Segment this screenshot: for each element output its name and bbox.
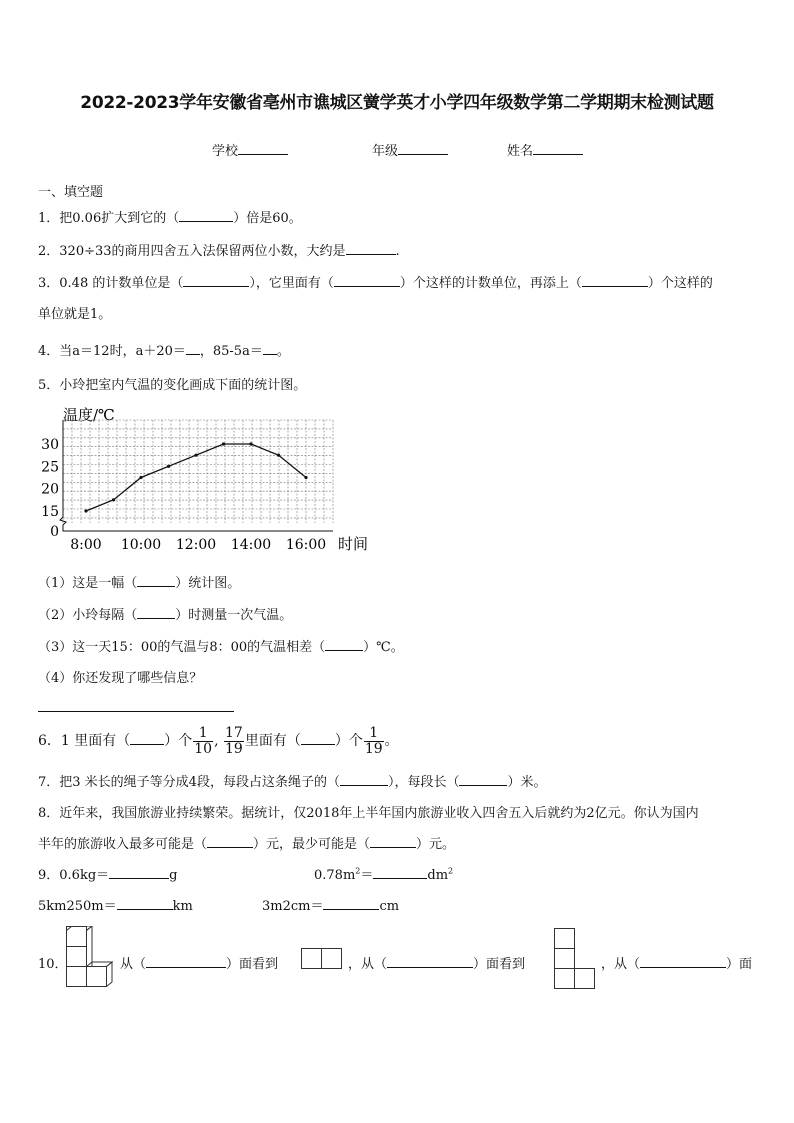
grade-field[interactable]: 年级: [372, 140, 448, 159]
page-title: 2022-2023学年安徽省亳州市谯城区黉学英才小学四年级数学第二学期期末检测试题: [80, 93, 714, 113]
x-tick-label: 12:00: [175, 537, 217, 553]
answer-blank[interactable]: [146, 955, 226, 968]
answer-blank[interactable]: [373, 866, 427, 879]
x-tick-label: 10:00: [120, 537, 162, 553]
question-8-cont: 半年的旅游收入最多可能是（ ）元，最少可能是（ ）元。: [38, 837, 456, 852]
data-point: [249, 442, 252, 445]
answer-blank[interactable]: [263, 342, 277, 355]
name-field[interactable]: 姓名: [507, 140, 583, 159]
school-field[interactable]: 学校: [212, 140, 288, 159]
data-point: [277, 454, 280, 457]
answer-blank[interactable]: [340, 773, 388, 786]
answer-blank[interactable]: [109, 866, 169, 879]
question-5: 5．小玲把室内气温的变化画成下面的统计图。: [38, 378, 307, 393]
question-2: 2．320÷33的商用四舍五入法保留两位小数，大约是 .: [38, 244, 400, 259]
answer-blank[interactable]: [137, 574, 175, 587]
answer-blank[interactable]: [325, 638, 363, 651]
question-5-1: （1）这是一幅（ ）统计图。: [38, 576, 241, 591]
question-5-2: （2）小玲每隔（ ）时测量一次气温。: [38, 608, 293, 623]
cube-stack-figure: [66, 926, 116, 994]
answer-blank[interactable]: [130, 732, 164, 745]
temperature-line-chart: [32, 398, 372, 558]
y-tick-label: 15: [41, 504, 59, 520]
chart-grid: [63, 420, 333, 523]
data-point: [139, 476, 142, 479]
question-6: 6．1 里面有（ ）个 $\frac{1}{10}$ , $\frac{17}{19}$ 里面有（ ）个 $\frac{1}{19}$ 。: [38, 724, 399, 757]
view-two-squares: [301, 948, 345, 970]
fraction: $\frac{17}{19}$: [225, 724, 243, 757]
data-point: [222, 442, 225, 445]
question-7: 7．把3 米长的绳子等分成4段，每段占这条绳子的（ ），每段长（ ）米。: [38, 775, 547, 790]
answer-blank[interactable]: [582, 274, 648, 287]
y-axis-label: 温度/℃: [63, 406, 115, 424]
answer-blank[interactable]: [179, 209, 233, 222]
answer-blank[interactable]: [323, 897, 379, 910]
answer-blank[interactable]: [334, 274, 400, 287]
data-point: [304, 476, 307, 479]
question-5-3: （3）这一天15：00的气温与8：00的气温相差（ ）℃。: [38, 640, 404, 655]
answer-blank[interactable]: [640, 955, 726, 968]
answer-blank[interactable]: [117, 897, 173, 910]
answer-blank[interactable]: [183, 274, 249, 287]
view-l-shape: [554, 928, 598, 992]
question-9-d: 3m2cm＝ cm: [262, 899, 400, 914]
data-point: [112, 498, 115, 501]
question-10-c: ，从（ ）面: [601, 957, 753, 972]
fraction: $\frac{1}{10}$: [194, 724, 213, 757]
answer-blank[interactable]: [370, 835, 416, 848]
question-9-a: 9．0.6kg＝ g: [38, 868, 178, 883]
x-tick-labels: [70, 537, 326, 553]
y-tick-label: 0: [50, 524, 59, 540]
y-tick-label: 30: [41, 437, 59, 453]
answer-blank[interactable]: [387, 955, 473, 968]
x-axis-label: 时间: [338, 535, 369, 553]
answer-line[interactable]: [38, 711, 234, 712]
question-8: 8．近年来，我国旅游业持续繁荣。据统计，仅2018年上半年国内旅游业收入四舍五入后就约为2亿元。你认为国内: [38, 806, 699, 821]
question-3-cont: 单位就是1。: [38, 307, 112, 322]
y-tick-labels: [41, 437, 59, 540]
x-tick-label: 16:00: [285, 537, 327, 553]
answer-blank[interactable]: [186, 342, 200, 355]
question-9-b: $0.78m^2= dm^2$: [314, 866, 454, 883]
answer-blank[interactable]: [207, 835, 253, 848]
data-point: [84, 509, 87, 512]
question-4: 4．当a＝12时，a＋20＝ ，85-5a＝ 。: [38, 344, 290, 359]
y-tick-label: 25: [41, 459, 59, 476]
question-1: 1．把0.06扩大到它的（ ）倍是60。: [38, 211, 302, 226]
data-point: [194, 454, 197, 457]
question-5-4: （4）你还发现了哪些信息？: [38, 671, 203, 686]
chart-axes: [60, 420, 333, 531]
question-9-c: 5km250m＝ km: [38, 899, 193, 914]
x-tick-label: 8:00: [70, 537, 102, 553]
answer-blank[interactable]: [346, 242, 396, 255]
answer-blank[interactable]: [301, 732, 335, 745]
data-point: [167, 465, 170, 468]
question-10-b: ，从（ ）面看到: [348, 957, 526, 972]
question-10-a: 从（ ）面看到: [120, 957, 279, 972]
question-10-num: 10．: [38, 957, 68, 972]
axis-lines: [60, 420, 333, 531]
x-tick-label: 14:00: [230, 537, 272, 553]
answer-blank[interactable]: [137, 606, 175, 619]
question-3: 3．0.48 的计数单位是（ ），它里面有（ ）个这样的计数单位，再添上（ ）个这样的: [38, 276, 713, 291]
answer-blank[interactable]: [459, 773, 507, 786]
y-tick-label: 20: [41, 481, 59, 498]
fraction: $\frac{1}{19}$: [364, 724, 383, 757]
section-heading: 一、填空题: [38, 185, 104, 200]
